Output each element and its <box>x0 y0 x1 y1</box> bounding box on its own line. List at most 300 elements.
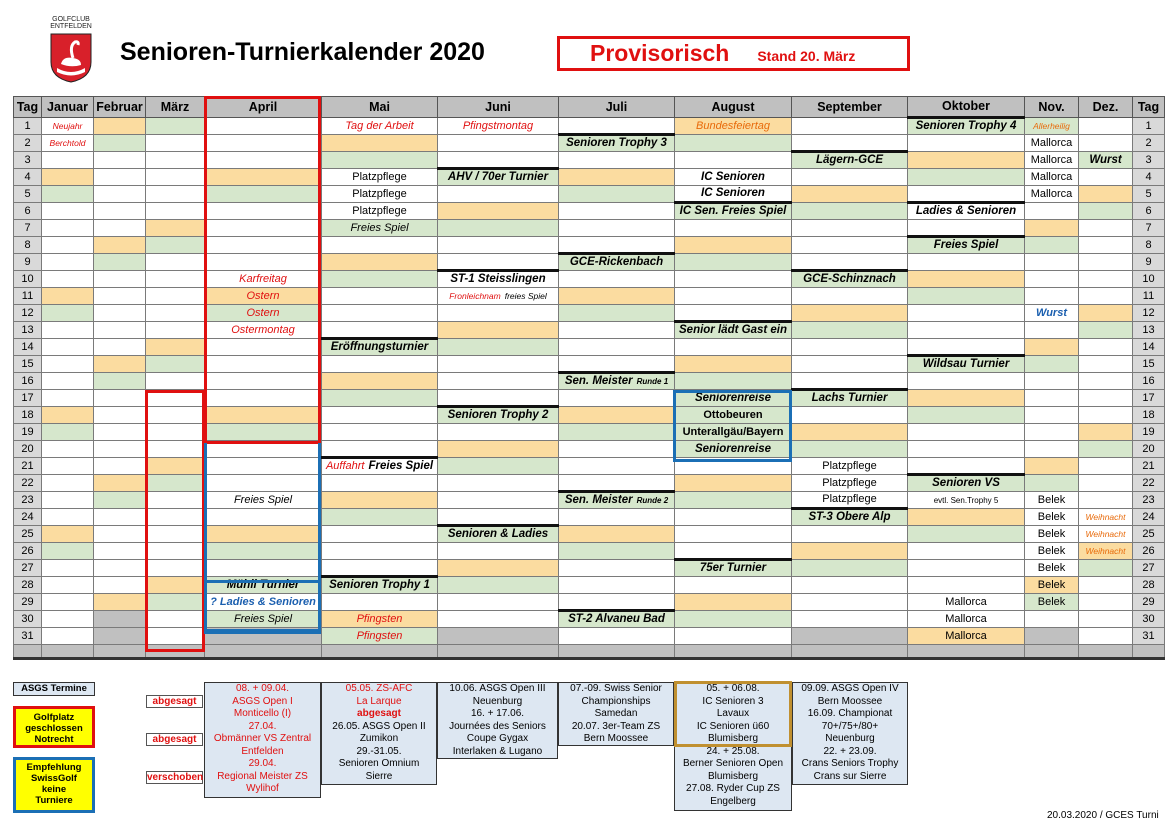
day-number: 31 <box>14 628 42 645</box>
day-cell <box>438 390 559 407</box>
day-cell <box>205 458 322 475</box>
event-cell <box>322 118 438 135</box>
day-number: 27 <box>1133 560 1165 577</box>
day-cell <box>205 560 322 577</box>
event-cell <box>559 373 675 390</box>
day-number: 25 <box>1133 526 1165 543</box>
event-cell <box>792 390 908 407</box>
event-label: Weihnacht <box>1085 528 1126 539</box>
day-cell <box>438 186 559 203</box>
day-cell <box>559 305 675 322</box>
event-cell <box>1025 526 1079 543</box>
day-cell <box>675 628 792 645</box>
day-cell <box>94 288 146 305</box>
column-header: Mai <box>322 97 438 118</box>
footer-row-cell <box>438 645 559 659</box>
day-cell <box>1079 424 1133 441</box>
day-number: 19 <box>14 424 42 441</box>
day-cell <box>438 220 559 237</box>
day-cell <box>675 288 792 305</box>
event-label: Auffahrt <box>325 460 365 472</box>
event-label: Eröffnungsturnier <box>330 341 429 353</box>
event-cell <box>1079 543 1133 560</box>
footer-row-cell <box>146 645 205 659</box>
day-cell <box>908 322 1025 339</box>
day-cell <box>42 492 94 509</box>
asgs-line: Sierre <box>365 770 393 782</box>
day-cell <box>1079 441 1133 458</box>
day-cell <box>322 424 438 441</box>
day-cell <box>438 611 559 628</box>
day-cell <box>146 305 205 322</box>
day-cell <box>438 237 559 254</box>
day-cell <box>908 339 1025 356</box>
event-cell <box>1025 560 1079 577</box>
day-number: 28 <box>14 577 42 594</box>
footer-row-cell <box>205 645 322 659</box>
day-cell <box>42 543 94 560</box>
day-cell <box>675 152 792 169</box>
day-cell <box>42 390 94 407</box>
day-cell <box>322 560 438 577</box>
event-cell <box>438 118 559 135</box>
event-cell <box>438 526 559 543</box>
asgs-line: Blumisberg <box>707 770 759 782</box>
column-header: Tag <box>14 97 42 118</box>
day-cell <box>146 526 205 543</box>
day-cell <box>42 560 94 577</box>
day-cell <box>42 594 94 611</box>
event-label: Karfreitag <box>239 272 287 285</box>
asgs-line: 29.-31.05. <box>356 745 402 757</box>
event-cell <box>322 628 438 645</box>
event-label: Pfingstmontag <box>462 119 534 132</box>
day-cell <box>94 509 146 526</box>
day-cell <box>94 271 146 288</box>
event-cell <box>1025 577 1079 594</box>
event-cell <box>1079 152 1133 169</box>
event-label: Ostern <box>246 289 280 302</box>
day-cell <box>792 577 908 594</box>
footer-row-cell <box>42 645 94 659</box>
asgs-line: Neuenburg <box>825 733 875 744</box>
event-label: Senioren Trophy 4 <box>915 120 1017 132</box>
event-label: Ottobeuren <box>703 408 763 421</box>
column-header: Tag <box>1133 97 1165 118</box>
day-cell <box>322 271 438 288</box>
day-cell <box>1079 628 1133 645</box>
day-cell <box>792 594 908 611</box>
day-cell <box>1079 339 1133 356</box>
event-cell <box>675 407 792 424</box>
event-cell <box>438 288 559 305</box>
event-cell <box>322 339 438 356</box>
day-cell <box>438 560 559 577</box>
event-cell <box>1079 509 1133 526</box>
day-number: 7 <box>1133 220 1165 237</box>
day-cell <box>1025 407 1079 424</box>
event-cell <box>205 322 322 339</box>
event-cell <box>1025 152 1079 169</box>
day-cell <box>675 305 792 322</box>
asgs-april-box <box>204 682 321 798</box>
day-number: 29 <box>14 594 42 611</box>
event-cell <box>675 203 792 220</box>
day-cell <box>42 254 94 271</box>
day-cell <box>94 458 146 475</box>
day-cell <box>322 305 438 322</box>
event-label: Wurst <box>1036 306 1067 319</box>
asgs-line: 16.09. Championat <box>807 708 893 719</box>
day-number: 5 <box>1133 186 1165 203</box>
day-cell <box>559 288 675 305</box>
asgs-line: Obmänner VS Zentral <box>213 733 312 744</box>
day-cell <box>438 475 559 492</box>
day-number: 16 <box>14 373 42 390</box>
day-cell <box>908 186 1025 203</box>
event-label: Belek <box>1037 527 1066 540</box>
day-cell <box>94 390 146 407</box>
day-cell <box>908 407 1025 424</box>
day-cell <box>42 339 94 356</box>
asgs-line: La Larque <box>356 695 402 707</box>
day-cell <box>792 220 908 237</box>
event-sublabel: Freies Spiel <box>368 460 434 472</box>
day-number: 12 <box>14 305 42 322</box>
legend-closed-line: Golfplatz <box>33 712 75 723</box>
day-cell <box>205 424 322 441</box>
day-cell <box>146 577 205 594</box>
asgs-line: Senioren Omnium <box>338 758 420 769</box>
day-cell <box>94 407 146 424</box>
day-cell <box>1079 322 1133 339</box>
day-cell <box>42 628 94 645</box>
event-cell <box>322 577 438 594</box>
day-number: 7 <box>14 220 42 237</box>
legend-closed-line: geschlossen <box>25 723 83 734</box>
day-cell <box>559 322 675 339</box>
column-header: Februar <box>94 97 146 118</box>
day-cell <box>675 271 792 288</box>
asgs-line: 09.09. ASGS Open IV <box>801 683 899 694</box>
footer-row-cell <box>14 645 42 659</box>
day-cell <box>908 526 1025 543</box>
event-cell <box>675 118 792 135</box>
day-cell <box>146 441 205 458</box>
day-cell <box>42 271 94 288</box>
day-number: 24 <box>1133 509 1165 526</box>
day-cell <box>438 203 559 220</box>
day-cell <box>146 135 205 152</box>
day-cell <box>1079 407 1133 424</box>
event-label: Platzpflege <box>352 170 407 183</box>
event-label: Pfingsten <box>356 612 403 625</box>
event-label: ST-3 Obere Alp <box>808 511 891 523</box>
day-cell <box>559 509 675 526</box>
day-cell <box>94 373 146 390</box>
day-cell <box>94 356 146 373</box>
column-header: Oktober <box>908 97 1025 118</box>
event-label: Mühli Turnier <box>226 578 300 591</box>
day-cell <box>559 356 675 373</box>
day-cell <box>908 271 1025 288</box>
event-label: Freies Spiel <box>933 239 999 251</box>
day-number: 2 <box>1133 135 1165 152</box>
asgs-line: 10.06. ASGS Open III <box>449 683 546 694</box>
event-label: Belek <box>1037 561 1066 574</box>
day-number: 16 <box>1133 373 1165 390</box>
day-number: 14 <box>1133 339 1165 356</box>
day-number: 15 <box>14 356 42 373</box>
day-cell <box>438 543 559 560</box>
day-cell <box>1079 305 1133 322</box>
footer-row-cell <box>908 645 1025 659</box>
day-cell <box>205 220 322 237</box>
day-cell <box>322 288 438 305</box>
event-cell <box>1025 594 1079 611</box>
day-cell <box>438 373 559 390</box>
day-number: 18 <box>1133 407 1165 424</box>
day-cell <box>322 373 438 390</box>
day-cell <box>908 441 1025 458</box>
day-cell <box>42 288 94 305</box>
day-number: 22 <box>14 475 42 492</box>
day-number: 22 <box>1133 475 1165 492</box>
asgs-line: 26.05. ASGS Open II <box>332 720 426 732</box>
day-cell <box>146 373 205 390</box>
day-cell <box>1079 458 1133 475</box>
asgs-line: Interlaken & Lugano <box>452 745 543 757</box>
event-cell <box>322 611 438 628</box>
day-cell <box>792 441 908 458</box>
day-number: 15 <box>1133 356 1165 373</box>
day-cell <box>1025 475 1079 492</box>
day-cell <box>322 135 438 152</box>
asgs-line: 07.-09. Swiss Senior <box>570 683 662 694</box>
day-cell <box>322 390 438 407</box>
asgs-line: 24. + 25.08. <box>706 745 760 757</box>
event-cell <box>675 560 792 577</box>
event-label: Platzpflege <box>352 187 407 200</box>
event-label: AHV / 70er Turnier <box>447 171 549 183</box>
day-cell <box>559 594 675 611</box>
day-cell <box>42 441 94 458</box>
day-cell <box>1025 203 1079 220</box>
day-number: 30 <box>14 611 42 628</box>
day-cell <box>146 560 205 577</box>
asgs-may-box <box>321 682 437 785</box>
asgs-line: Entfelden <box>241 745 284 757</box>
event-label: Platzpflege <box>822 459 877 472</box>
event-label: IC Senioren <box>701 187 765 199</box>
day-cell <box>675 475 792 492</box>
event-sublabel: freies Spiel <box>504 290 547 301</box>
day-cell <box>322 594 438 611</box>
day-cell <box>42 305 94 322</box>
event-label: Tag der Arbeit <box>345 119 414 132</box>
event-label: Sen. Meister <box>564 494 633 506</box>
page-title: Senioren-Turnierkalender 2020 <box>120 38 485 66</box>
event-cell <box>438 407 559 424</box>
event-cell <box>559 254 675 271</box>
day-cell <box>94 220 146 237</box>
legend-recommend-line: Empfehlung <box>26 762 82 773</box>
day-number: 27 <box>14 560 42 577</box>
day-cell <box>908 509 1025 526</box>
day-cell <box>792 254 908 271</box>
event-label: Mallorca <box>1030 153 1073 166</box>
day-cell <box>146 186 205 203</box>
day-number: 1 <box>14 118 42 135</box>
day-cell <box>559 543 675 560</box>
event-label: Mallorca <box>945 629 987 642</box>
day-cell <box>908 543 1025 560</box>
day-cell <box>559 526 675 543</box>
day-number: 21 <box>14 458 42 475</box>
legend-recommend-line: SwissGolf <box>31 773 77 784</box>
event-cell <box>675 186 792 203</box>
day-cell <box>438 424 559 441</box>
day-cell <box>94 254 146 271</box>
event-label: Senior lädt Gast ein <box>679 324 787 336</box>
day-cell <box>42 458 94 475</box>
event-label: Weihnacht <box>1085 511 1126 522</box>
event-cell <box>322 186 438 203</box>
day-cell <box>675 373 792 390</box>
day-cell <box>146 220 205 237</box>
cancelled-tag: abgesagt <box>146 733 203 746</box>
asgs-line: Zumikon <box>359 733 399 744</box>
event-label: Berchtold <box>49 137 86 148</box>
day-cell <box>559 203 675 220</box>
event-label: ? Ladies & Senioren <box>210 595 316 608</box>
event-cell <box>1025 135 1079 152</box>
day-cell <box>675 594 792 611</box>
event-cell <box>908 237 1025 254</box>
day-number: 24 <box>14 509 42 526</box>
column-header: Juni <box>438 97 559 118</box>
footer-row-cell <box>1079 645 1133 659</box>
day-cell <box>559 152 675 169</box>
asgs-line: 05.05. ZS-AFC <box>345 683 413 694</box>
day-cell <box>205 373 322 390</box>
day-cell <box>94 169 146 186</box>
day-cell <box>438 322 559 339</box>
day-cell <box>94 152 146 169</box>
day-cell <box>94 322 146 339</box>
day-cell <box>42 475 94 492</box>
day-cell <box>94 135 146 152</box>
day-cell <box>146 118 205 135</box>
day-cell <box>146 169 205 186</box>
day-number: 18 <box>14 407 42 424</box>
asgs-line: Neuenburg <box>472 695 523 707</box>
footer-row-cell <box>559 645 675 659</box>
day-cell <box>1079 611 1133 628</box>
day-cell <box>792 288 908 305</box>
asgs-line: 16. + 17.06. <box>470 708 525 719</box>
day-cell <box>322 237 438 254</box>
day-cell <box>94 628 146 645</box>
event-cell <box>1025 118 1079 135</box>
event-cell <box>908 628 1025 645</box>
calendar-table <box>13 96 1165 660</box>
day-number: 4 <box>1133 169 1165 186</box>
day-cell <box>675 611 792 628</box>
day-cell <box>1025 458 1079 475</box>
day-number: 9 <box>1133 254 1165 271</box>
day-cell <box>559 458 675 475</box>
column-header: Nov. <box>1025 97 1079 118</box>
day-cell <box>205 237 322 254</box>
legend-recommend <box>13 757 95 813</box>
asgs-line: Coupe Gygax <box>466 733 529 744</box>
day-cell <box>42 203 94 220</box>
event-cell <box>1025 543 1079 560</box>
event-label: IC Senioren <box>701 170 765 183</box>
day-cell <box>1079 577 1133 594</box>
column-header: Dez. <box>1079 97 1133 118</box>
day-cell <box>94 186 146 203</box>
day-cell <box>1025 220 1079 237</box>
day-cell <box>559 424 675 441</box>
day-cell <box>908 373 1025 390</box>
event-label: Unterallgäu/Bayern <box>682 425 784 438</box>
legend-recommend-line: keine <box>41 784 67 795</box>
day-number: 23 <box>1133 492 1165 509</box>
event-label: Ostermontag <box>231 323 295 336</box>
event-label: evtl. Sen.Trophy 5 <box>933 495 999 505</box>
day-cell <box>908 135 1025 152</box>
day-cell <box>908 288 1025 305</box>
day-cell <box>94 577 146 594</box>
day-cell <box>675 135 792 152</box>
event-label: Belek <box>1037 544 1066 557</box>
day-cell <box>792 526 908 543</box>
event-cell <box>908 492 1025 509</box>
day-number: 11 <box>14 288 42 305</box>
day-cell <box>908 577 1025 594</box>
asgs-line: 27.04. <box>248 720 277 732</box>
day-number: 17 <box>14 390 42 407</box>
day-cell <box>205 118 322 135</box>
event-cell <box>792 492 908 509</box>
day-cell <box>675 220 792 237</box>
day-cell <box>792 424 908 441</box>
day-cell <box>322 407 438 424</box>
day-cell <box>1079 475 1133 492</box>
legend-asgs: ASGS Termine <box>13 682 95 696</box>
event-label: Wurst <box>1089 153 1122 166</box>
event-cell <box>792 509 908 526</box>
event-label: GCE-Rickenbach <box>569 256 664 268</box>
day-cell <box>146 288 205 305</box>
day-cell <box>1025 271 1079 288</box>
asgs-line: Bern Moossee <box>583 733 649 744</box>
day-cell <box>205 169 322 186</box>
legend-closed-line: Notrecht <box>34 734 74 745</box>
day-cell <box>559 475 675 492</box>
asgs-line: 27.08. Ryder Cup ZS <box>686 783 780 794</box>
day-cell <box>438 492 559 509</box>
day-cell <box>559 339 675 356</box>
day-cell <box>559 441 675 458</box>
event-label: Seniorenreise <box>694 442 772 455</box>
event-label: Senioren & Ladies <box>447 528 549 540</box>
column-header: September <box>792 97 908 118</box>
event-cell <box>1025 509 1079 526</box>
event-label: Allerheilig <box>1033 120 1070 131</box>
